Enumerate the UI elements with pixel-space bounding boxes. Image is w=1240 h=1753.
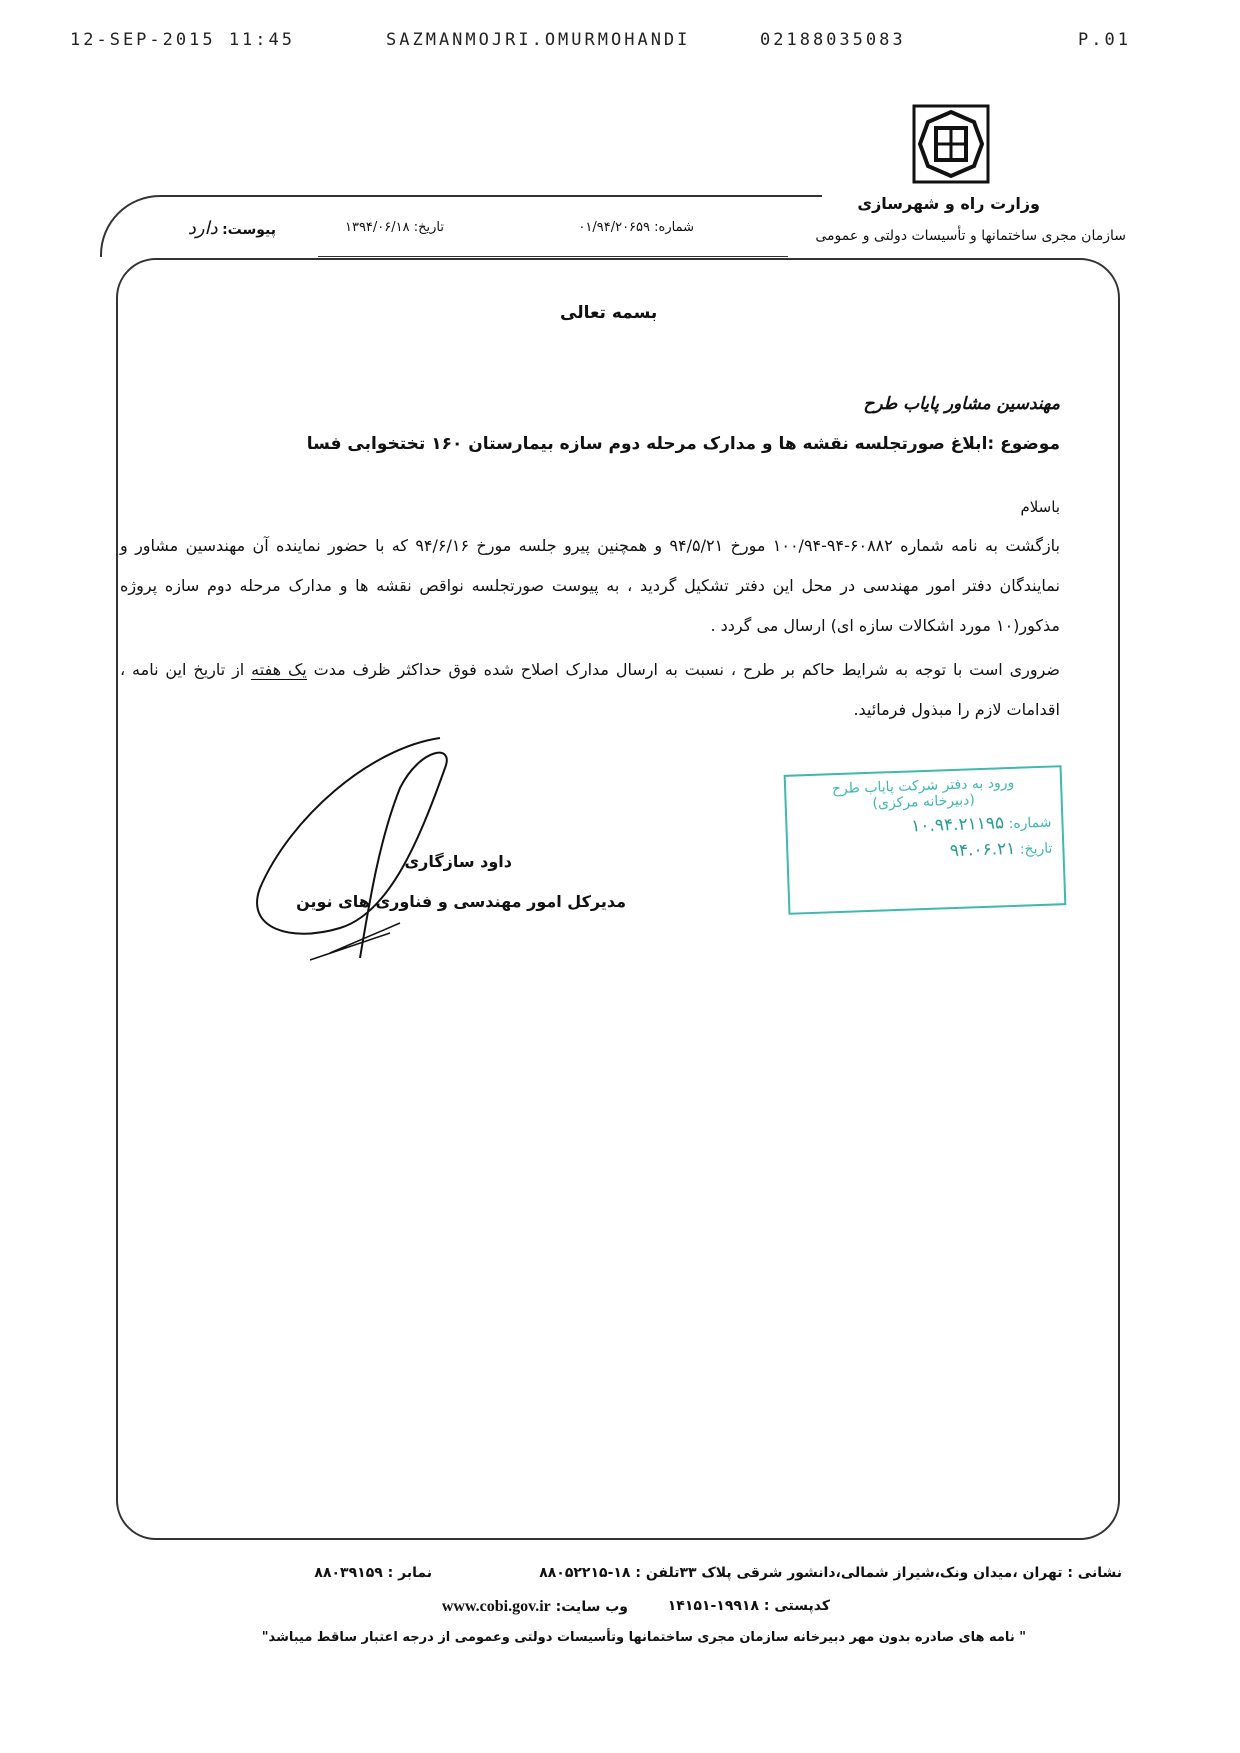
para2-deadline: یک هفته: [251, 660, 307, 679]
organization-name: سازمان مجری ساختمانها و تأسیسات دولتی و عمومی: [815, 228, 1126, 244]
fax-phone: 02188035083: [760, 30, 906, 50]
website-url[interactable]: www.cobi.gov.ir: [441, 1598, 551, 1615]
stamp-number: [797, 812, 1052, 841]
para2-start: ضروری است با توجه به شرایط حاکم بر طرح ، نسبت به ارسال مدارک اصلاح شده فوق حداکثر ظرف مدت: [313, 660, 1061, 679]
para2-end: از تاریخ این نامه ، اقدامات لازم را مبذول فرمائید.: [120, 660, 1060, 719]
stamp-number-value: ۱۰.۹۴.۲۱۱۹۵: [910, 813, 1005, 837]
recipient: مهندسین مشاور پایاب طرح: [863, 394, 1060, 414]
stamp-number-label: شماره:: [1008, 814, 1052, 833]
letter-date-label: تاریخ:: [413, 220, 444, 235]
letter-date-value: ۱۳۹۴/۰۶/۱۸: [344, 220, 410, 235]
received-stamp: [784, 765, 1067, 915]
letter-frame-top: [100, 195, 822, 257]
website-label: وب سایت:: [555, 1599, 628, 1615]
header-divider: [318, 256, 788, 257]
ministry-name: وزارت راه و شهرسازی: [857, 194, 1040, 213]
handwritten-signature: [250, 728, 480, 968]
footer-postal: کدپستی : ۱۹۹۱۸-۱۴۱۵۱: [667, 1598, 830, 1614]
footer-website: [442, 1598, 628, 1616]
letter-number-value: ۰۱/۹۴/۲۰۶۵۹: [578, 220, 651, 235]
footer-disclaimer: " نامه های صادره بدون مهر دبیرخانه سازمان مجری ساختمانها وتأسیسات دولتی وعمومی از درجه اعتبار ساقط میباشد": [261, 1630, 1026, 1645]
greeting: باسلام: [1020, 498, 1060, 516]
invocation: بسمه تعالی: [560, 303, 658, 323]
ministry-logo: [912, 104, 990, 184]
signatory-title: مدیرکل امور مهندسی و فناوری های نوین: [296, 892, 626, 911]
stamp-line-2: (دبیرخانه مرکزی): [872, 792, 976, 812]
body-paragraph-1: بازگشت به نامه شماره ۶۰۸۸۲-۹۴-۱۰۰/۹۴ مورخ ۹۴/۵/۲۱ و همچنین پیرو جلسه مورخ ۹۴/۶/۱۶ که با حضور نماینده آن مهندسین مشاور و نمایندگان دفتر امور مهندسی در محل این دفتر تشکیل گردید ، به پیوست صورتجلسه نواقص نقشه ها و مدارک مرحله دوم سازه پروژه مذکور(۱۰ مورد اشکالات سازه ای) ارسال می گردد .: [120, 536, 1061, 635]
letter-number-label: شماره:: [654, 220, 694, 235]
fax-datetime: 12-SEP-2015 11:45: [70, 30, 295, 50]
stamp-date: [798, 838, 1053, 867]
stamp-line-1: ورود به دفتر شرکت پایاب طرح: [831, 774, 1015, 798]
stamp-date-value: ۹۴.۰۶.۲۱: [949, 838, 1016, 862]
signatory-name: داود سازگاری: [404, 852, 512, 871]
body-paragraph-2: [120, 650, 1060, 730]
attachment-value: دارد: [187, 218, 218, 239]
footer-fax: نمابر : ۸۸۰۳۹۱۵۹: [314, 1565, 432, 1581]
attachment-label: پیوست:: [222, 222, 276, 238]
subject: موضوع :ابلاغ صورتجلسه نقشه ها و مدارک مرحله دوم سازه بیمارستان ۱۶۰ تختخوابی فسا: [306, 434, 1060, 454]
fax-sender: SAZMANMOJRI.OMURMOHANDI: [386, 30, 691, 50]
footer-address: نشانی : تهران ،میدان ونک،شیراز شمالی،دانشور شرقی پلاک ۳۳تلفن : ۱۸-۸۸۰۵۲۲۱۵: [539, 1565, 1122, 1581]
fax-page: P.01: [1078, 30, 1131, 50]
stamp-date-label: تاریخ:: [1019, 840, 1053, 858]
